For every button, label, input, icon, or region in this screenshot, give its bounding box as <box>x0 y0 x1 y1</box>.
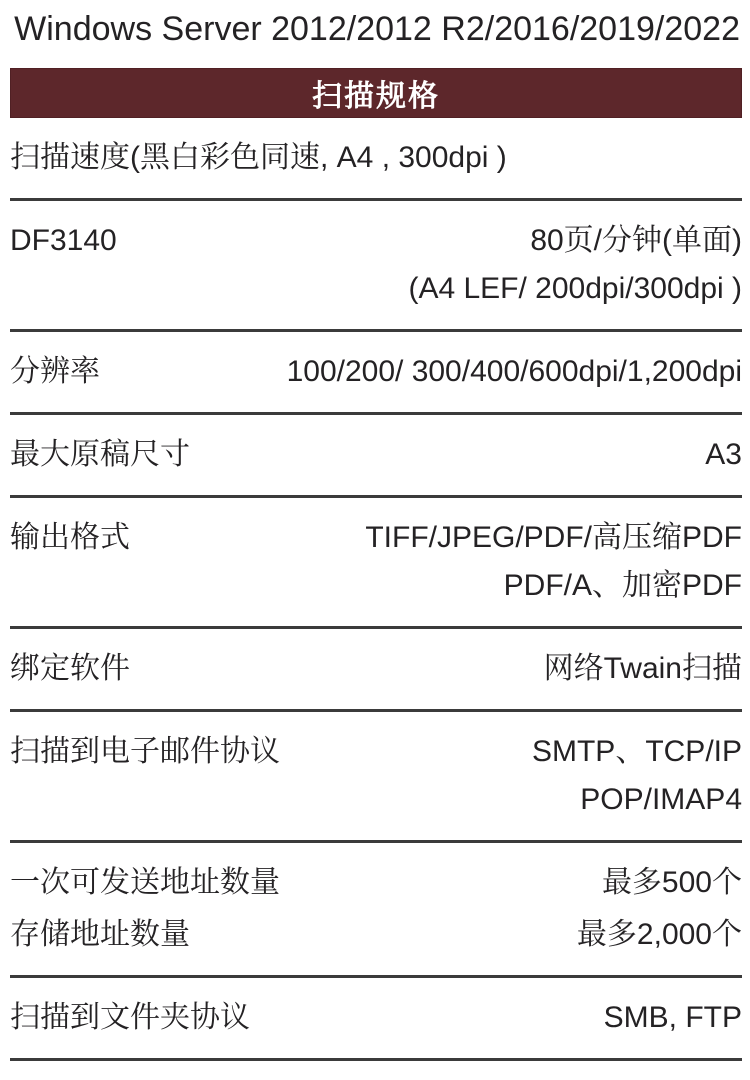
row-value: PDF/A、加密PDF <box>503 569 742 602</box>
row-label: 绑定软件 <box>10 652 130 685</box>
row-value: (A4 LEF/ 200dpi/300dpi ) <box>408 272 742 305</box>
table-row <box>10 978 742 1061</box>
row-label: 一次可发送地址数量 <box>10 866 280 899</box>
row-label: 最大原稿尺寸 <box>10 438 190 471</box>
row-values <box>130 514 742 610</box>
row-value: TIFF/JPEG/PDF/高压缩PDF <box>365 521 742 554</box>
row-label: 存储地址数量 <box>10 918 190 951</box>
row-label: 分辨率 <box>10 355 100 388</box>
row-value: POP/IMAP4 <box>580 783 742 816</box>
section-header-bar <box>10 68 742 118</box>
row-value: SMB, FTP <box>603 1001 742 1034</box>
row-values <box>190 911 742 959</box>
table-row <box>10 843 742 909</box>
section-title: 扫描规格 <box>312 80 440 113</box>
table-row <box>10 909 742 978</box>
row-label: 扫描速度(黑白彩色同速, A4 , 300dpi ) <box>10 141 507 174</box>
row-label: DF3140 <box>10 224 117 257</box>
row-label: 扫描到文件夹协议 <box>10 1001 250 1034</box>
table-row <box>10 712 742 843</box>
table-row <box>10 201 742 332</box>
row-values <box>117 217 742 313</box>
row-values <box>280 859 742 907</box>
row-value: 80页/分钟(单面) <box>530 224 742 257</box>
row-label: 输出格式 <box>10 521 130 554</box>
row-label: 扫描到电子邮件协议 <box>10 735 280 768</box>
row-value: SMTP、TCP/IP <box>531 735 742 768</box>
row-value: 网络Twain扫描 <box>543 652 742 685</box>
row-values <box>190 431 742 479</box>
row-value: 最多500个 <box>601 866 742 899</box>
row-value: A3 <box>705 438 742 471</box>
row-value: 100/200/ 300/400/600dpi/1,200dpi <box>286 355 742 388</box>
table-row <box>10 415 742 498</box>
row-values <box>130 645 742 693</box>
table-row <box>10 498 742 629</box>
row-values <box>280 728 742 824</box>
row-value: 最多2,000个 <box>576 918 742 951</box>
spec-table <box>10 118 742 1061</box>
row-values <box>100 348 742 396</box>
table-row <box>10 629 742 712</box>
os-compatibility-text: Windows Server 2012/2012 R2/2016/2019/2022 <box>14 10 740 48</box>
row-values <box>250 994 742 1042</box>
table-row <box>10 332 742 415</box>
table-row <box>10 118 742 201</box>
